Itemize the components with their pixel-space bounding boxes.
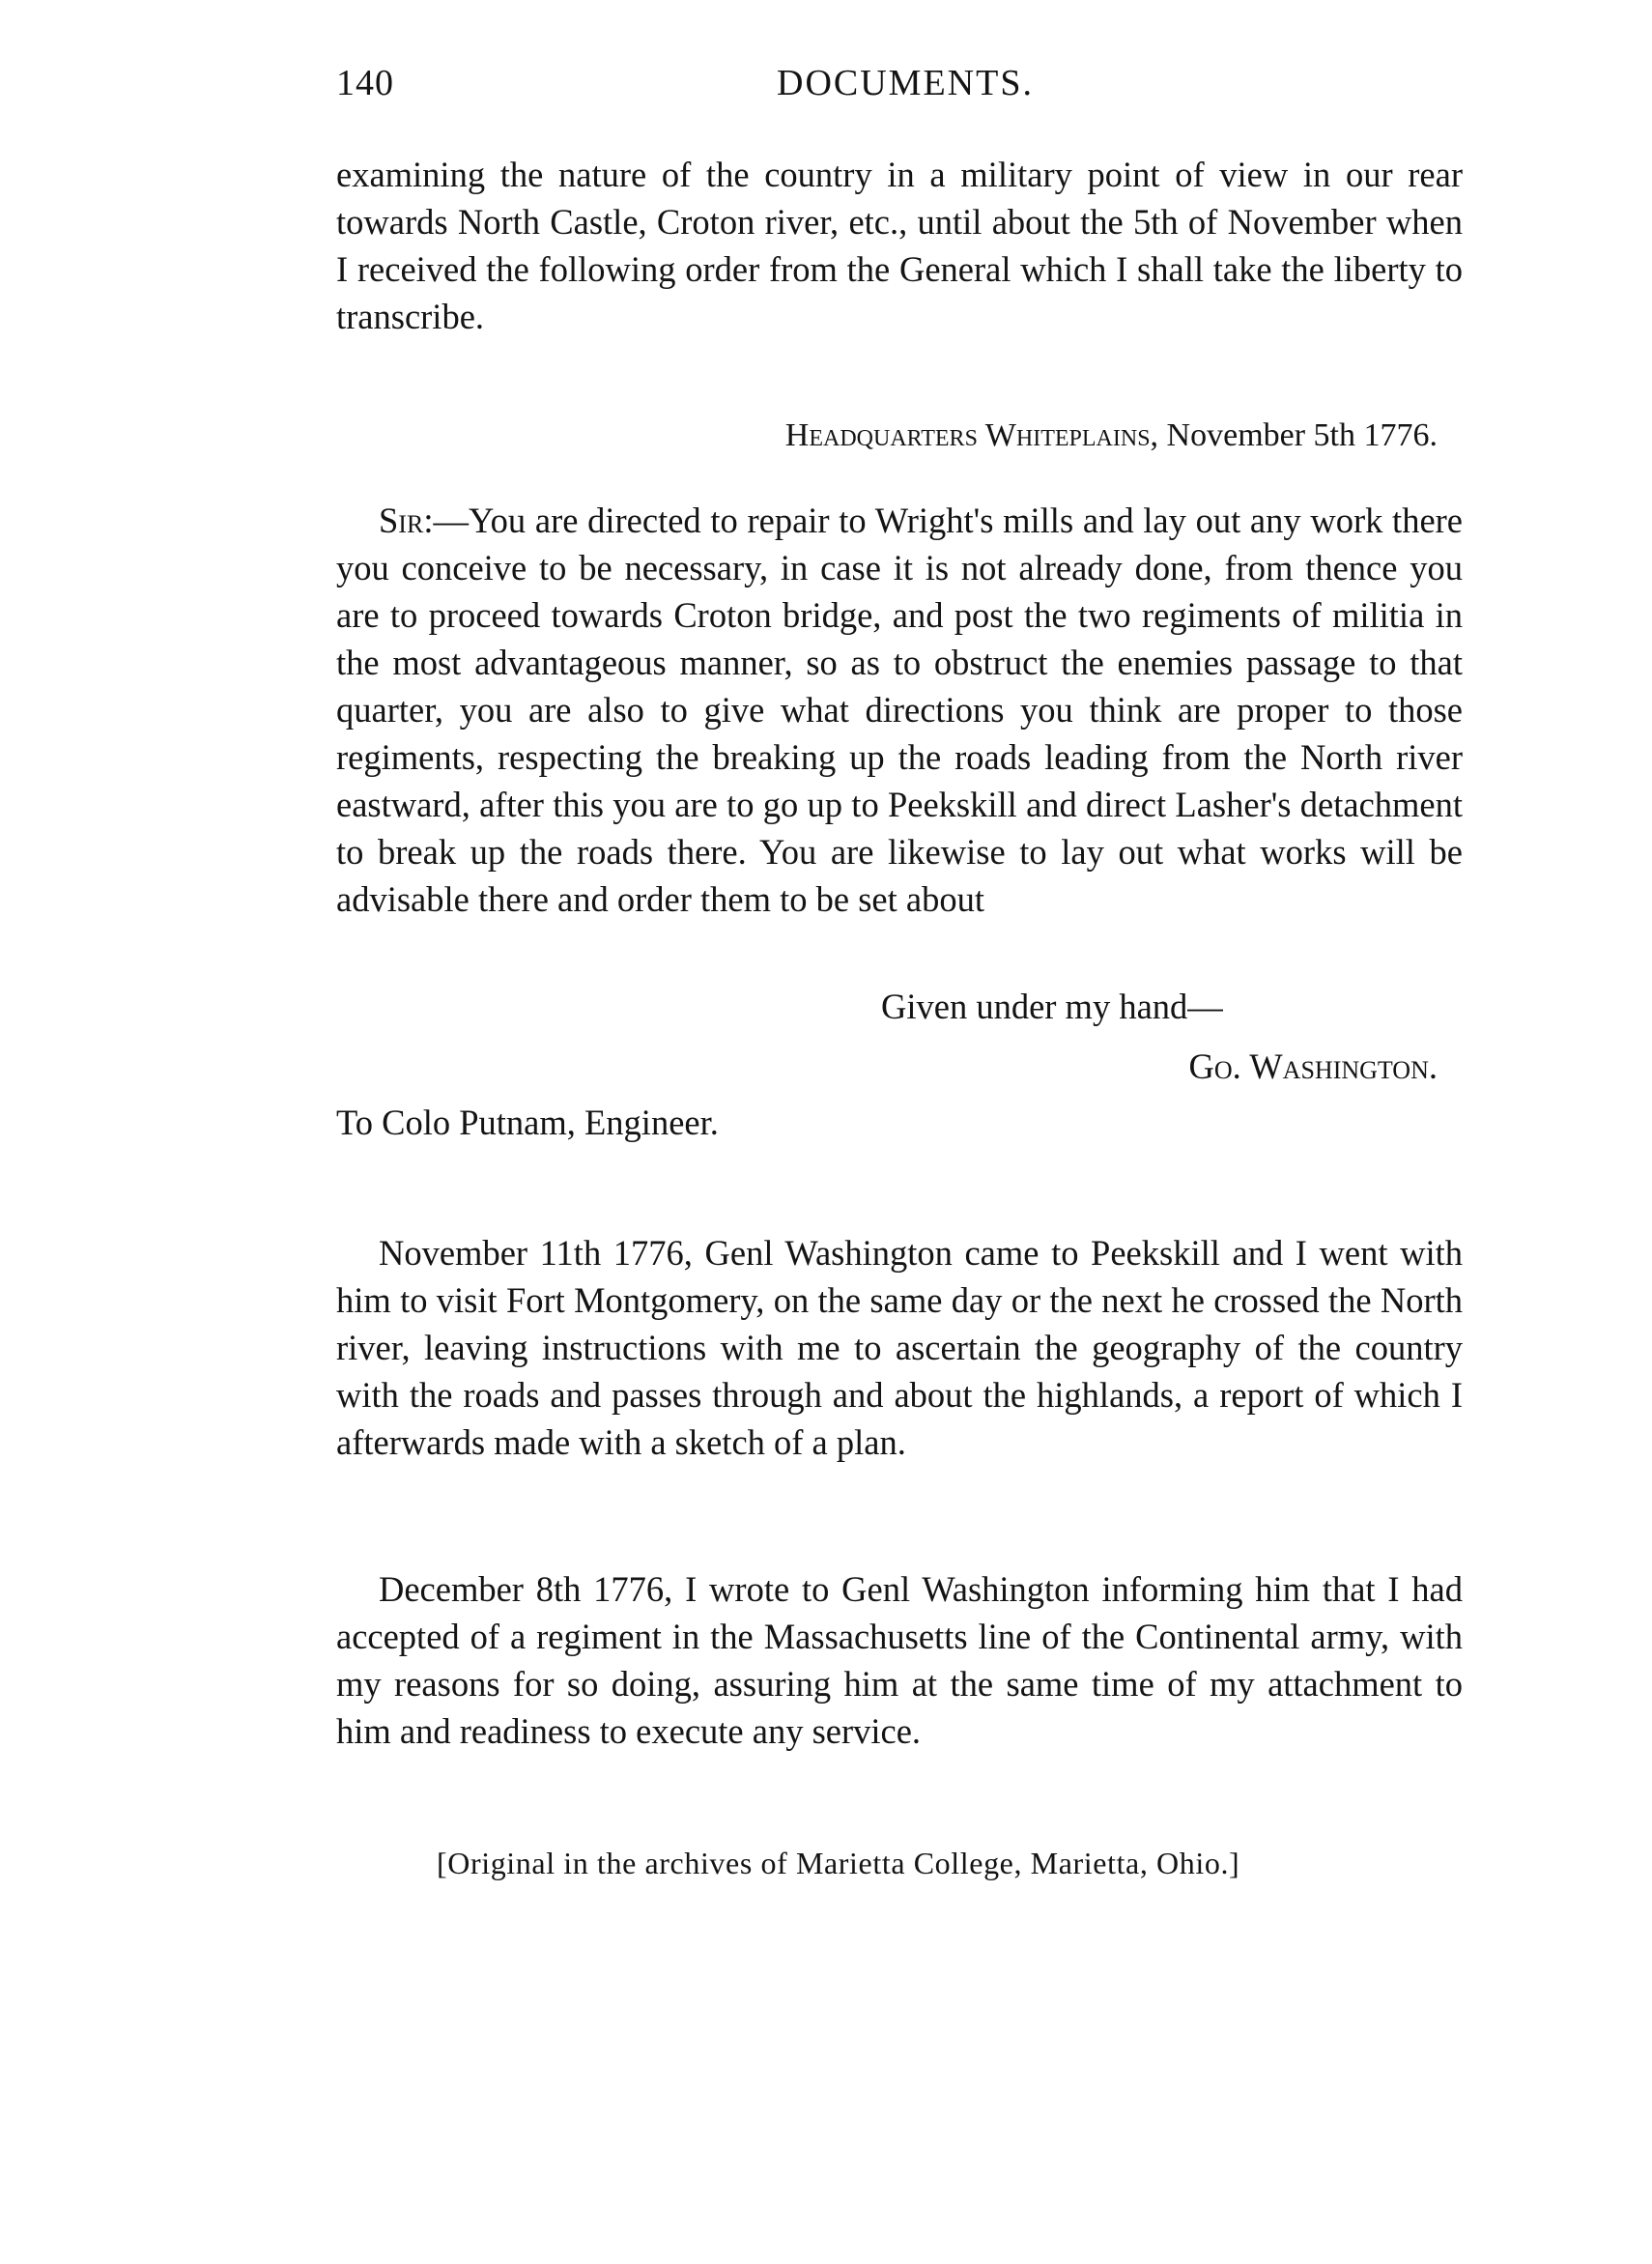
letter-body-text: :—You are directed to repair to Wright's mills and lay out any work there you conceive to be necessary, in case it is not already done, from thence you are to proceed towards Croton bridge, and post the two regiments of militia in the most advantageous manner, so as to obstruct the enemies passage to that quarter, you are also to give what directions you think are proper to those regiments, respecting the breaking up the roads leading from the North river eastward, after this you are to go up to Peekskill and direct Lasher's detachment to break up the roads there. You are likewise to lay out what works will be advisable there and order them to be set about (336, 501, 1463, 919)
letter-dateline (785, 417, 1438, 454)
letter-signature: Go. Washington. (1188, 1046, 1438, 1086)
letter-addressee: To Colo Putnam, Engineer. (336, 1103, 719, 1142)
intro-paragraph: examining the nature of the country in a military point of view in our rear towards North Castle, Croton river, etc., until about the 5th of November when I received the following order from the General which I shall take the liberty to transcribe. (336, 155, 1463, 336)
november-paragraph: November 11th 1776, Genl Washington came to Peekskill and I went with him to visit Fort Montgomery, on the same day or the next he crossed the North river, leaving instructions with me to ascertain the geography of the country with the roads and passes through and about the highlands, a report of which I afterwards made with a sketch of a plan. (336, 1233, 1463, 1462)
dateline-date: November 5th 1776. (1166, 417, 1438, 453)
letter-signoff: Given under my hand— (881, 987, 1223, 1026)
running-title: DOCUMENTS. (777, 63, 1034, 103)
running-head (336, 62, 1461, 120)
page-number: 140 (336, 63, 394, 103)
source-note: [Original in the archives of Marietta College, Marietta, Ohio.] (437, 1846, 1240, 1880)
december-paragraph: December 8th 1776, I wrote to Genl Washington informing him that I had accepted of a regiment in the Massachusetts line of the Continental army, with my reasons for so doing, assuring him at the same time of my attachment to him and readiness to execute any service. (336, 1569, 1463, 1751)
letter-salutation: Sir (379, 501, 424, 540)
dateline-place: Headquarters Whiteplains, (784, 417, 1159, 453)
letter-body (336, 497, 1463, 923)
